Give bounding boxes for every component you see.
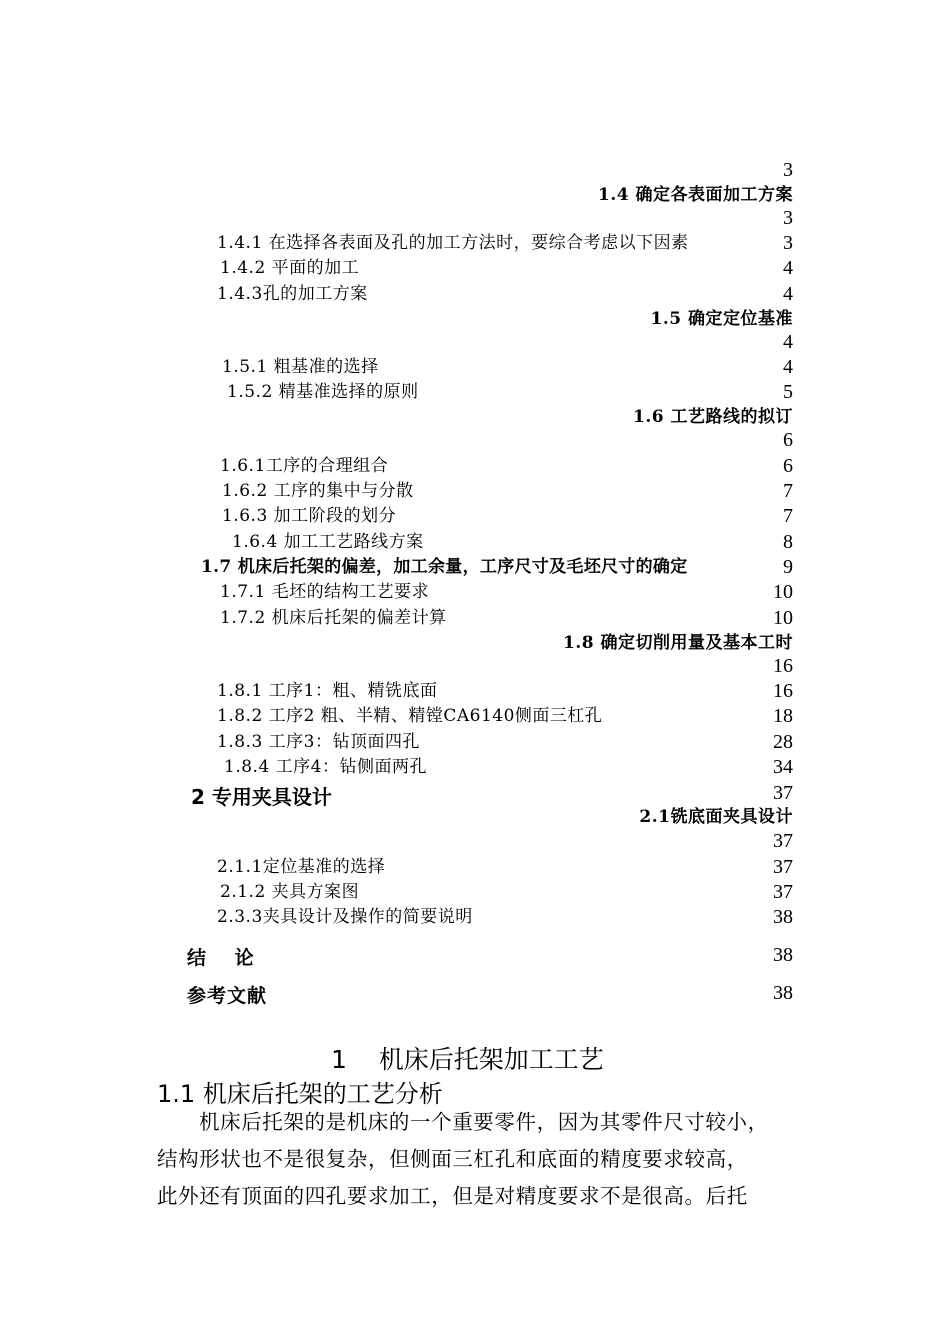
toc-entry-1-8-2[interactable]: 1.8.2 工序2 粗、半精、精镗CA6140侧面三杠孔 [217, 706, 603, 726]
toc-entry-2-3-3[interactable]: 2.3.3夹具设计及操作的简要说明 [217, 907, 473, 927]
toc-references[interactable]: 参考文献 [187, 985, 268, 1007]
toc-page-number: 34 [773, 756, 793, 778]
toc-entry-1-6-2[interactable]: 1.6.2 工序的集中与分散 [222, 481, 414, 501]
toc-page-number: 8 [783, 531, 793, 553]
toc-entry-1-8-4[interactable]: 1.8.4 工序4：钻侧面两孔 [224, 757, 427, 777]
toc-entry-2-1-1[interactable]: 2.1.1定位基准的选择 [217, 857, 386, 877]
toc-section-1-7[interactable]: 1.7 机床后托架的偏差，加工余量，工序尺寸及毛坯尺寸的确定 [201, 557, 688, 577]
paragraph-line: 机床后托架的是机床的一个重要零件，因为其零件尺寸较小， [199, 1110, 769, 1134]
toc-page-number: 37 [773, 856, 793, 878]
toc-entry-1-8-3[interactable]: 1.8.3 工序3：钻顶面四孔 [217, 732, 420, 752]
toc-entry-1-5-2[interactable]: 1.5.2 精基准选择的原则 [227, 382, 419, 402]
toc-page-number: 3 [783, 207, 793, 229]
toc-page-number: 37 [773, 881, 793, 903]
toc-page-number: 38 [773, 944, 793, 966]
toc-entry-1-4-1[interactable]: 1.4.1 在选择各表面及孔的加工方法时，要综合考虑以下因素 [217, 233, 689, 253]
toc-page-number: 16 [773, 655, 793, 677]
toc-page-number: 6 [783, 429, 793, 451]
toc-section-1-4[interactable]: 1.4 确定各表面加工方案 [598, 185, 793, 205]
toc-section-1-5[interactable]: 1.5 确定定位基准 [650, 309, 793, 329]
toc-entry-1-4-2[interactable]: 1.4.2 平面的加工 [220, 258, 360, 278]
paragraph-line: 此外还有顶面的四孔要求加工，但是对精度要求不是很高。后托 [157, 1184, 748, 1208]
toc-section-2-1[interactable]: 2.1铣底面夹具设计 [639, 807, 793, 827]
toc-page-number: 7 [783, 480, 793, 502]
toc-entry-1-4-3[interactable]: 1.4.3孔的加工方案 [217, 284, 368, 304]
toc-page-number: 4 [783, 257, 793, 279]
toc-chapter-2[interactable]: 2 专用夹具设计 [191, 785, 332, 809]
toc-section-1-6[interactable]: 1.6 工艺路线的拟订 [633, 407, 793, 427]
toc-page-number: 4 [783, 283, 793, 305]
toc-page-number: 4 [783, 356, 793, 378]
toc-entry-1-6-4[interactable]: 1.6.4 加工工艺路线方案 [232, 532, 424, 552]
toc-page-number: 3 [783, 232, 793, 254]
toc-page-number: 28 [773, 731, 793, 753]
toc-entry-1-8-1[interactable]: 1.8.1 工序1：粗、精铣底面 [217, 681, 438, 701]
toc-page-number: 7 [783, 505, 793, 527]
toc-entry-1-5-1[interactable]: 1.5.1 粗基准的选择 [222, 357, 379, 377]
toc-entry-1-7-2[interactable]: 1.7.2 机床后托架的偏差计算 [220, 608, 447, 628]
chapter-title: 1 机床后托架加工工艺 [331, 1045, 604, 1074]
toc-page-number: 37 [773, 782, 793, 804]
toc-page-number: 16 [773, 680, 793, 702]
toc-page-number: 38 [773, 906, 793, 928]
toc-conclusion[interactable]: 结 论 [187, 947, 258, 969]
toc-page-number: 37 [773, 830, 793, 852]
toc-entry-1-6-3[interactable]: 1.6.3 加工阶段的划分 [222, 506, 397, 526]
section-title: 1.1 机床后托架的工艺分析 [157, 1080, 443, 1108]
toc-page-number: 6 [783, 455, 793, 477]
toc-entry-1-6-1[interactable]: 1.6.1工序的合理组合 [220, 456, 389, 476]
toc-section-1-8[interactable]: 1.8 确定切削用量及基本工时 [563, 633, 793, 653]
toc-entry-1-7-1[interactable]: 1.7.1 毛坯的结构工艺要求 [220, 582, 430, 602]
toc-page-number: 38 [773, 982, 793, 1004]
toc-page-number: 10 [773, 607, 793, 629]
toc-page-number: 9 [783, 556, 793, 578]
toc-page-number: 3 [783, 159, 793, 181]
toc-page-number: 10 [773, 581, 793, 603]
toc-page-number: 4 [783, 331, 793, 353]
paragraph-line: 结构形状也不是很复杂，但侧面三杠孔和底面的精度要求较高， [157, 1147, 748, 1171]
toc-page-number: 5 [783, 381, 793, 403]
toc-page-number: 18 [773, 705, 793, 727]
toc-entry-2-1-2[interactable]: 2.1.2 夹具方案图 [220, 882, 360, 902]
